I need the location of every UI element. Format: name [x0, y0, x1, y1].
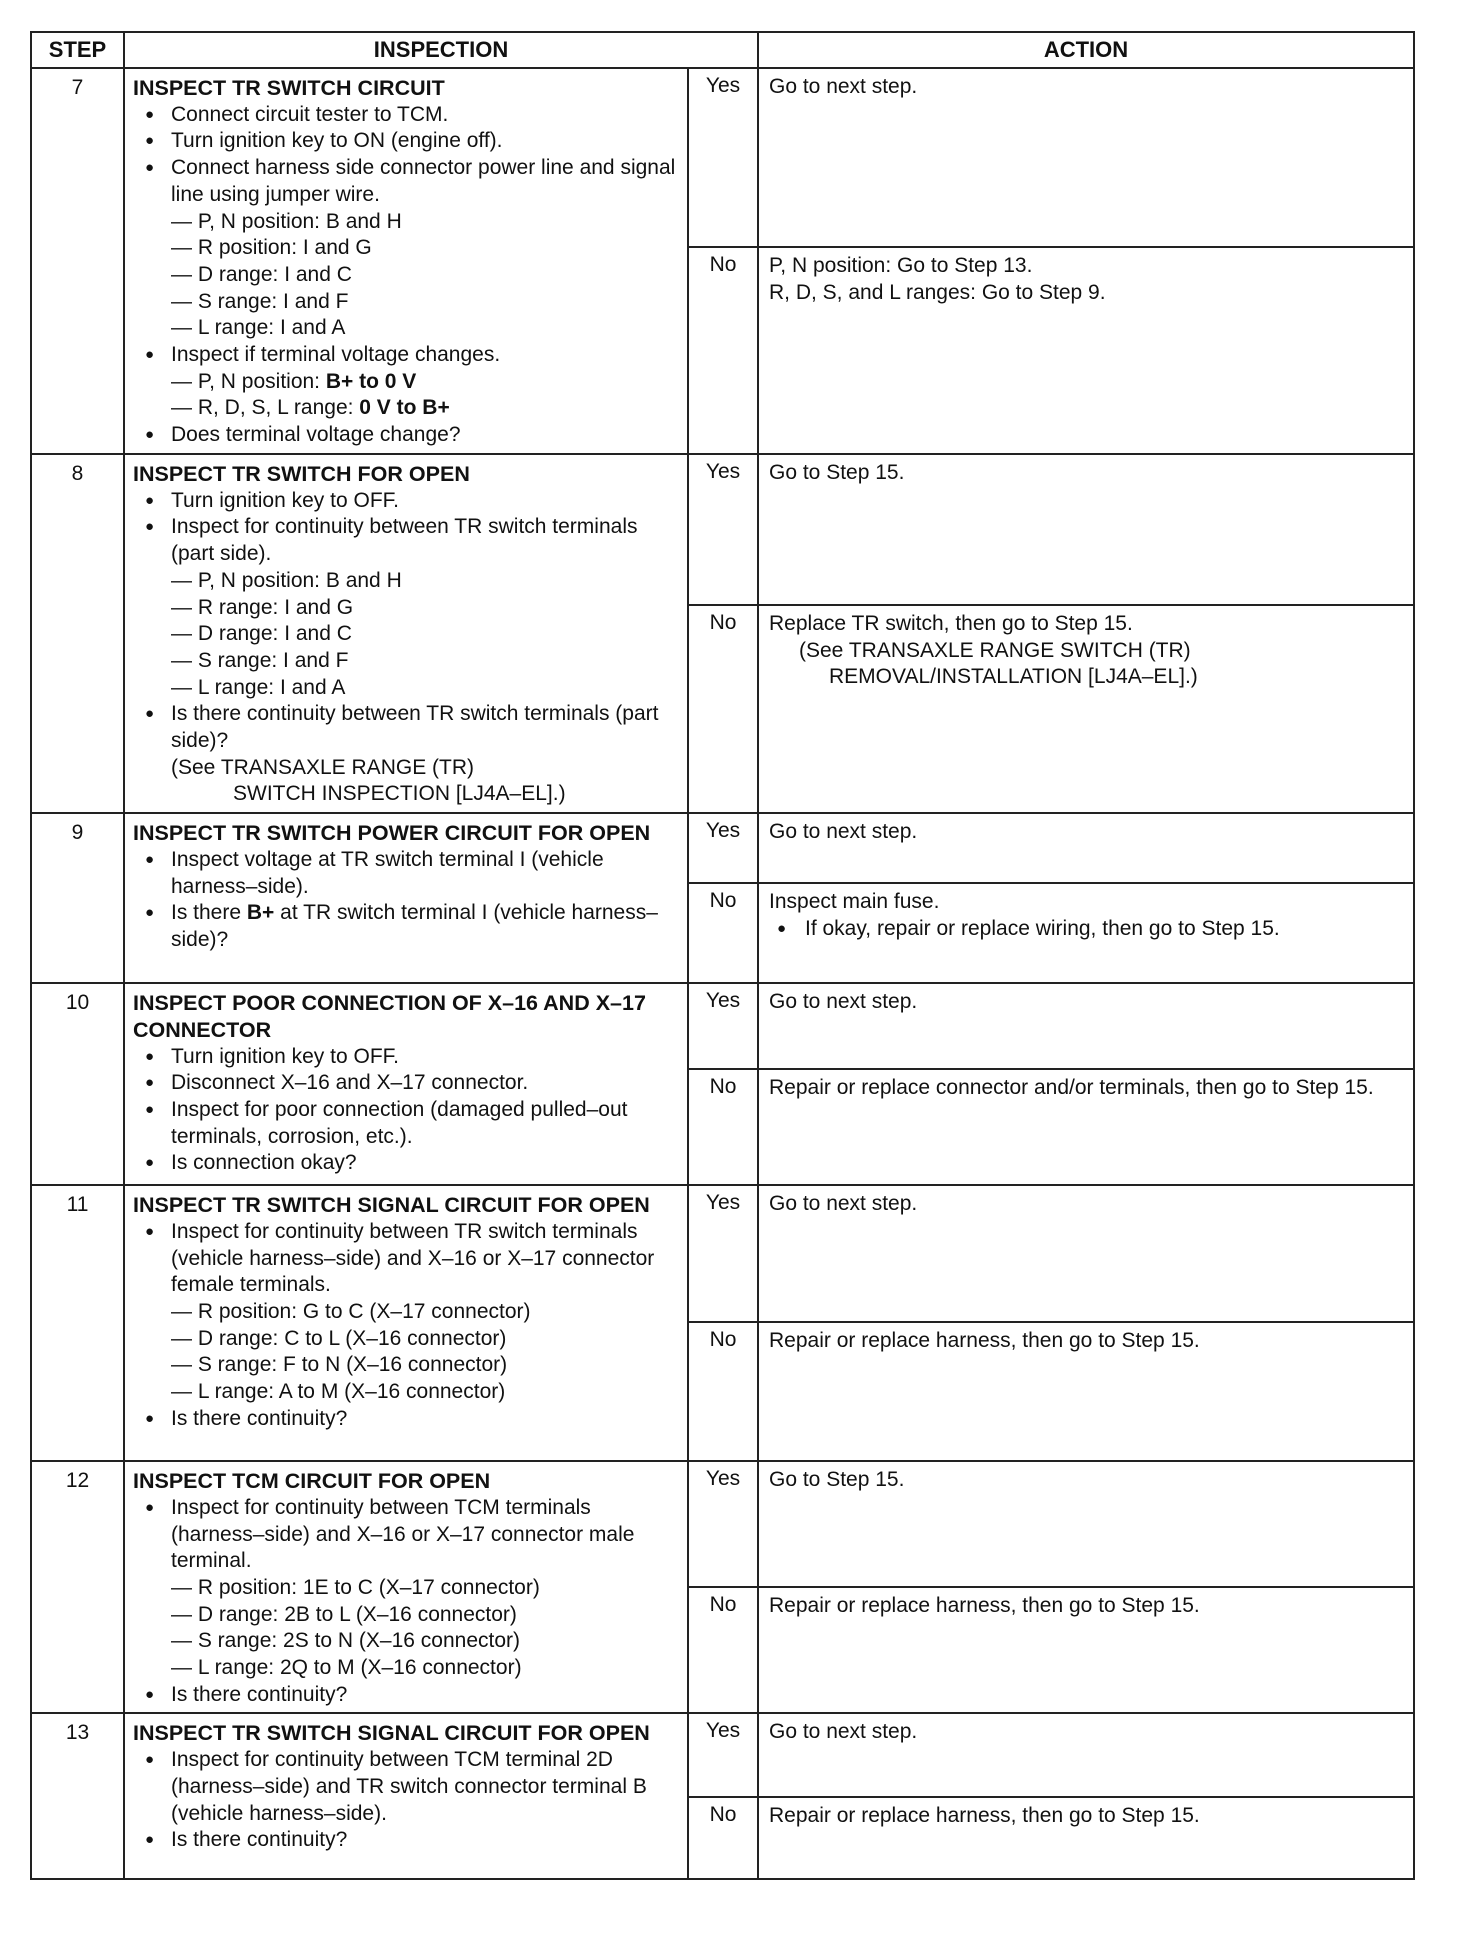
detail-line: — S range: F to N (X–16 connector) — [171, 1353, 508, 1377]
yes-label: Yes — [688, 813, 758, 883]
action-line: Replace TR switch, then go to Step 15. — [769, 611, 1133, 635]
detail-line: — R range: I and G — [171, 595, 354, 619]
no-action: Repair or replace connector and/or terminals, then go to Step 15. — [758, 1069, 1414, 1185]
table-row — [31, 454, 1414, 605]
list-item: ● Inspect for continuity between TCM terminal 2D (harness–side) and TR switch connector terminal B (vehicle harness–side). — [133, 1747, 679, 1827]
inspection-cell — [124, 1713, 688, 1879]
yes-action: Go to next step. — [758, 983, 1414, 1069]
detail-line: — R position: I and G — [171, 236, 372, 260]
yes-label: Yes — [688, 68, 758, 247]
list-item: ● Is there B+ at TR switch terminal I (vehicle harness–side)? — [133, 900, 679, 953]
step-title: INSPECT TR SWITCH CIRCUIT — [133, 76, 445, 100]
step-number: 13 — [31, 1713, 124, 1879]
list-item: ● Connect harness side connector power line and signal line using jumper wire. — [133, 155, 679, 208]
yes-action: Go to next step. — [758, 813, 1414, 883]
table-row — [31, 1185, 1414, 1322]
detail-line: — D range: C to L (X–16 connector) — [171, 1326, 507, 1350]
list-item: ● Inspect for poor connection (damaged pulled–out terminals, corrosion, etc.). — [133, 1097, 679, 1150]
yes-action: Go to Step 15. — [758, 454, 1414, 605]
table-row — [31, 1713, 1414, 1797]
inspection-cell — [124, 1185, 688, 1461]
step-title: INSPECT TR SWITCH SIGNAL CIRCUIT FOR OPEN — [133, 1193, 650, 1218]
detail-line: — P, N position: B and H — [171, 568, 402, 592]
yes-label: Yes — [688, 1185, 758, 1322]
detail-line: — P, N position: B+ to 0 V — [171, 369, 417, 393]
detail-line: — D range: 2B to L (X–16 connector) — [171, 1602, 517, 1626]
list-item: ● Is there continuity? — [133, 1682, 679, 1709]
step-title: INSPECT TCM CIRCUIT FOR OPEN — [133, 1469, 491, 1494]
action-header: ACTION — [758, 32, 1414, 68]
step-number: 7 — [31, 68, 124, 454]
step-number: 10 — [31, 983, 124, 1185]
detail-line: — R position: G to C (X–17 connector) — [171, 1299, 531, 1323]
no-action: Repair or replace harness, then go to Step 15. — [758, 1797, 1414, 1879]
list-item: ● Inspect for continuity between TCM terminals (harness–side) and X–16 or X–17 connector male terminal. — [133, 1495, 679, 1575]
list-item: ● Turn ignition key to OFF. — [133, 1044, 679, 1071]
list-item: ● Is connection okay? — [133, 1150, 679, 1177]
step-number: 11 — [31, 1185, 124, 1461]
troubleshooting-table — [30, 31, 1415, 1880]
no-label: No — [688, 883, 758, 983]
no-label: No — [688, 1069, 758, 1185]
list-item: ● Does terminal voltage change? — [133, 422, 679, 449]
detail-line: — S range: I and F — [171, 289, 349, 313]
list-item: ● Is there continuity between TR switch terminals (part side)? — [133, 701, 679, 754]
list-item: ● Connect circuit tester to TCM. — [133, 102, 679, 129]
detail-line: — D range: I and C — [171, 622, 352, 646]
action-line: P, N position: Go to Step 13. — [769, 254, 1033, 277]
list-item: ● Inspect if terminal voltage changes. — [133, 342, 679, 369]
detail-line: — L range: I and A — [171, 316, 346, 340]
detail-line: — P, N position: B and H — [171, 209, 402, 233]
action-line: REMOVAL/INSTALLATION [LJ4A–EL].) — [829, 665, 1198, 689]
detail-line: — R, D, S, L range: 0 V to B+ — [171, 396, 450, 420]
table-row — [31, 68, 1414, 247]
yes-label: Yes — [688, 454, 758, 605]
table-row — [31, 983, 1414, 1069]
no-action — [758, 605, 1414, 813]
inspection-header: INSPECTION — [124, 32, 758, 68]
yes-label: Yes — [688, 983, 758, 1069]
list-item: ● Is there continuity? — [133, 1406, 679, 1433]
step-number: 8 — [31, 454, 124, 813]
detail-line: — L range: 2Q to M (X–16 connector) — [171, 1656, 522, 1680]
table-row — [31, 813, 1414, 883]
yes-label: Yes — [688, 1713, 758, 1797]
detail-line: — D range: I and C — [171, 262, 352, 286]
step-header: STEP — [31, 32, 124, 68]
detail-line: — L range: I and A — [171, 675, 346, 699]
inspection-cell — [124, 983, 688, 1185]
list-item: ● Inspect for continuity between TR switch terminals (part side). — [133, 514, 679, 567]
inspection-cell — [124, 454, 688, 813]
action-line: R, D, S, and L ranges: Go to Step 9. — [769, 280, 1106, 304]
no-action — [758, 883, 1414, 983]
no-label: No — [688, 605, 758, 813]
step-title: INSPECT TR SWITCH POWER CIRCUIT FOR OPEN — [133, 821, 651, 846]
list-item: ● Inspect for continuity between TR switch terminals (vehicle harness–side) and X–16 or X–17 connector female terminals. — [133, 1219, 679, 1299]
no-label: No — [688, 1322, 758, 1461]
inspection-cell — [124, 68, 688, 454]
detail-line: — L range: A to M (X–16 connector) — [171, 1380, 506, 1404]
list-item: ● If okay, repair or replace wiring, then go to Step 15. — [769, 916, 1403, 943]
inspection-cell — [124, 813, 688, 983]
no-action: Repair or replace harness, then go to Step 15. — [758, 1587, 1414, 1714]
yes-action: Go to next step. — [758, 68, 1414, 247]
list-item: ● Inspect voltage at TR switch terminal I (vehicle harness–side). — [133, 847, 679, 900]
list-item: ● Turn ignition key to ON (engine off). — [133, 128, 679, 155]
step-number: 12 — [31, 1461, 124, 1713]
list-item: ● Turn ignition key to OFF. — [133, 488, 679, 515]
no-action — [758, 247, 1414, 454]
step-title: INSPECT TR SWITCH FOR OPEN — [133, 462, 470, 486]
step-title: INSPECT POOR CONNECTION OF X–16 AND X–17 CONNECTOR — [133, 991, 646, 1042]
no-label: No — [688, 247, 758, 454]
reference-line: (See TRANSAXLE RANGE (TR) — [171, 755, 475, 779]
table-header-row — [31, 32, 1414, 68]
action-line: Inspect main fuse. — [769, 890, 940, 914]
detail-line: — S range: I and F — [171, 648, 349, 672]
step-title: INSPECT TR SWITCH SIGNAL CIRCUIT FOR OPEN — [133, 1721, 650, 1746]
detail-line: — S range: 2S to N (X–16 connector) — [171, 1629, 521, 1653]
yes-action: Go to next step. — [758, 1713, 1414, 1797]
reference-line: SWITCH INSPECTION [LJ4A–EL].) — [233, 782, 566, 806]
yes-action: Go to Step 15. — [758, 1461, 1414, 1587]
list-item: ● Is there continuity? — [133, 1827, 679, 1854]
no-label: No — [688, 1587, 758, 1714]
inspection-cell — [124, 1461, 688, 1713]
action-line: (See TRANSAXLE RANGE SWITCH (TR) — [799, 638, 1191, 662]
list-item: ● Disconnect X–16 and X–17 connector. — [133, 1070, 679, 1097]
yes-action: Go to next step. — [758, 1185, 1414, 1322]
yes-label: Yes — [688, 1461, 758, 1587]
step-number: 9 — [31, 813, 124, 983]
detail-line: — R position: 1E to C (X–17 connector) — [171, 1575, 540, 1599]
table-row — [31, 1461, 1414, 1587]
no-action: Repair or replace harness, then go to Step 15. — [758, 1322, 1414, 1461]
no-label: No — [688, 1797, 758, 1879]
